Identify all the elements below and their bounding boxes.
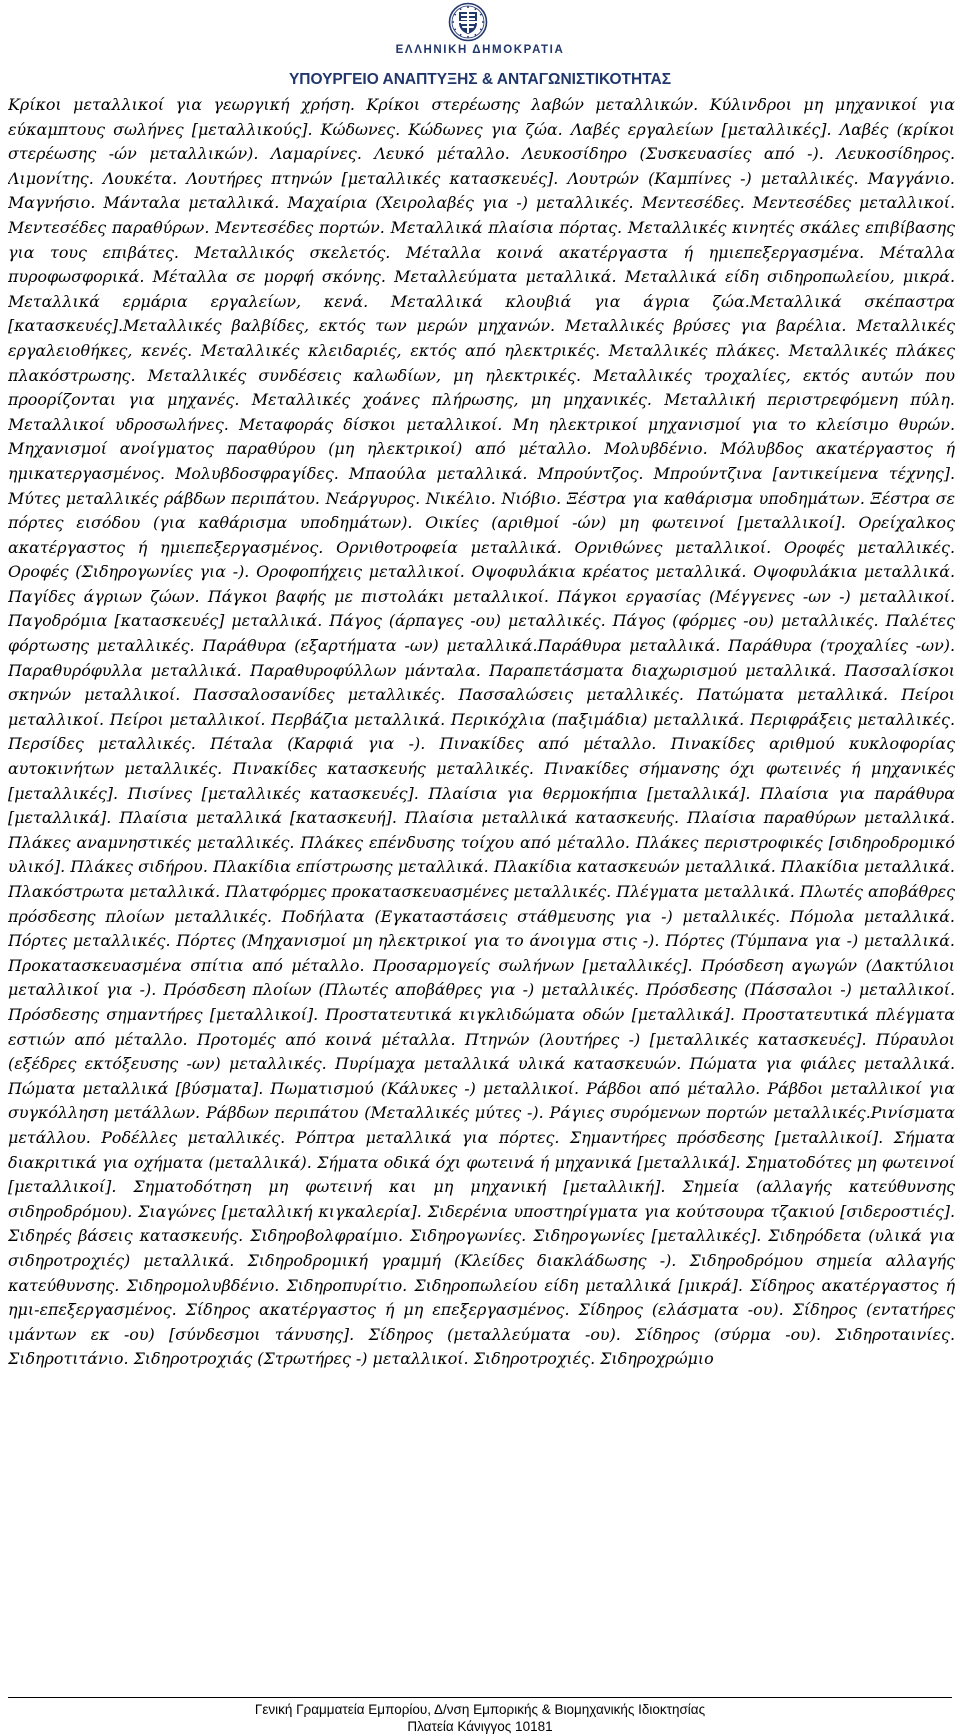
hellenic-republic-emblem-icon (448, 2, 488, 42)
footer-department: Γενική Γραμματεία Εμπορίου, Δ/νση Εμπορικής & Βιομηχανικής Ιδιοκτησίας (254, 1702, 706, 1717)
body-paragraph: Κρίκοι μεταλλικοί για γεωργική χρήση. Κρίκοι στερέωσης λαβών μεταλλικών. Κύλινδροι μη μηχανικοί για εύκαμπτους σωλήνες [μεταλλικούς]. Κώδωνες. Κώδωνες για ζώα. Λαβές εργαλείων [μεταλλικές]. Λαβές (κρίκοι στερέωσης -ών μεταλλικών). Λαμαρίνες. Λευκό μέταλλο. Λευκοσίδηρο (Συσκευασίες από -). Λευκοσίδηρος. Λιμονίτης. Λουκέτα. Λουτήρες πτηνών [μεταλλικές κατασκευές]. Λουτρών (Καμπίνες -) μεταλλικές. Μαγγάνιο. Μαγνήσιο. Μάνταλα μεταλλικά. Μαχαίρια (Χειρολαβές για -) μεταλλικές. Μεντεσέδες. Μεντεσέδες μεταλλικοί. Μεντεσέδες παραθύρων. Μεντεσέδες πορτών. Μεταλλικά πλαίσια πόρτας. Μεταλλικές κινητές σκάλες επιβίβασης για τους επιβάτες. Μεταλλικός σκελετός. Μέταλλα κοινά ακατέργαστα ή ημιεπεξεργασμένα. Μέταλλα πυροφωσφορικά. Μέταλλα σε μορφή σκόνης. Μεταλλεύματα μεταλλικά. Μεταλλικά είδη σιδηροπωλείου, μικρά. Μεταλλικά ερμάρια εργαλείων, κενά. Μεταλλικά κλουβιά για άγρια ζώα.Μεταλλικά σκέπαστρα [κατασκευές].Μεταλλικές βαλβίδες, εκτός των μερών μηχανών. Μεταλλικές βρύσες για βαρέλια. Μεταλλικές εργαλειοθήκες, κενές. Μεταλλικές κλειδαριές, εκτός από ηλεκτρικές. Μεταλλικές πλάκες. Μεταλλικές πλάκες πλακόστρωσης. Μεταλλικές συνδέσεις καλωδίων, μη ηλεκτρικές. Μεταλλικές τροχαλίες, εκτός αυτών που προορίζονται για μηχανές. Μεταλλικές χοάνες πλήρωσης, μη μηχανικές. Μεταλλική περιστρεφόμενη πύλη. Μεταλλικοί υδροσωλήνες. Μεταφοράς δίσκοι μεταλλικοί. Μη ηλεκτρικοί μηχανισμοί για το κλείσιμο θυρών. Μηχανισμοί ανοίγματος παραθύρου (μη ηλεκτρικοί) από μέταλλο. Μολυβδένιο. Μόλυβδος ακατέργαστος ή ημικατεργασμένος. Μολυβδοσφραγίδες. Μπαούλα μεταλλικά. Μπρούντζος. Μπρούντζινα [αντικείμενα τέχνης]. Μύτες μεταλλικές ράβδων περιπάτου. Νεάργυρος. Νικέλιο. Νιόβιο. Ξέστρα για καθάρισμα υποδημάτων. Ξέστρα σε πόρτες εισόδου (για καθάρισμα υποδημάτων). Οικίες (αριθμοί -ών) μη φωτεινοί [μεταλλικοί]. Ορείχαλκος ακατέργαστος ή ημιεπεξεργασμένος. Ορνιθοτροφεία μεταλλικά. Ορνιθώνες μεταλλικοί. Οροφές μεταλλικές. Οροφές (Σιδηρογωνίες για -). Οροφοπήχεις μεταλλικοί. Οψοφυλάκια κρέατος μεταλλικά. Οψοφυλάκια μεταλλικά. Παγίδες άγριων ζώων. Πάγκοι βαφής με πιστολάκι μεταλλικοί. Πάγκοι εργασίας (Μέγγενες -ων -) μεταλλικοί. Παγοδρόμια [κατασκευές] μεταλλικά. Πάγος (άρπαγες -ου) μεταλλικές. Πάγος (φόρμες -ου) μεταλλικές. Παλέτες φόρτωσης μεταλλικές. Παράθυρα (εξαρτήματα -ων) μεταλλικά.Παράθυρα μεταλλικά. Παράθυρα (τροχαλίες -ων). Παραθυρόφυλλα μεταλλικά. Παραθυροφύλλων μάνταλα. Παραπετάσματα διαχωρισμού μεταλλικά. Πασσαλίσκοι σκηνών μεταλλικοί. Πασσαλοσανίδες μεταλλικές. Πασσαλώσεις μεταλλικές. Πατώματα μεταλλικά. Πείροι μεταλλικοί. Πείροι μεταλλικοί. Περβάζια μεταλλικά. Περικόχλια (παξιμάδια) μεταλλικά. Περιφράξεις μεταλλικές. Περσίδες μεταλλικές. Πέταλα (Καρφιά για -). Πινακίδες από μέταλλο. Πινακίδες αριθμού κυκλοφορίας αυτοκινήτων μεταλλικές. Πινακίδες κατασκευής μεταλλικές. Πινακίδες σήμανσης όχι φωτεινές ή μηχανικές [μεταλλικές]. Πισίνες [μεταλλικές κατασκευές]. Πλαίσια για θερμοκήπια [μεταλλικά]. Πλαίσια για παράθυρα [μεταλλικά]. Πλαίσια μεταλλικά [κατασκευή]. Πλαίσια μεταλλικά κατασκευής. Πλαίσια παραθύρων μεταλλικά. Πλάκες αναμνηστικές μεταλλικές. Πλάκες επένδυσης τοίχου από μέταλλο. Πλάκες περιστροφικές [σιδηροδρομικό υλικό]. Πλάκες σιδήρου. Πλακίδια επίστρωσης μεταλλικά. Πλακίδια κατασκευών μεταλλικά. Πλακίδια μεταλλικά. Πλακόστρωτα μεταλλικά. Πλατφόρμες προκατασκευασμένες μεταλλικές. Πλέγματα μεταλλικά. Πλωτές αποβάθρες πρόσδεσης πλοίων μεταλλικές. Ποδήλατα (Εγκαταστάσεις στάθμευσης για -) μεταλλικές. Πόμολα μεταλλικά. Πόρτες μεταλλικές. Πόρτες (Μηχανισμοί μη ηλεκτρικοί για το άνοιγμα στις -). Πόρτες (Τύμπανα για -) μεταλλικά. Προκατασκευασμένα σπίτια από μέταλλο. Προσαρμογείς σωλήνων [μεταλλικές]. Πρόσδεση αγωγών (Δακτύλιοι μεταλλικοί για -). Πρόσδεση πλοίων (Πλωτές αποβάθρες για -) μεταλλικές. Πρόσδεσης (Πάσσαλοι -) μεταλλικοί. Πρόσδεσης σημαντήρες [μεταλλικοί]. Προστατευτικά κιγκλιδώματα οδών [μεταλλικά]. Προστατευτικά πλέγματα εστιών από μέταλλο. Προτομές από κοινά μέταλλα. Πτηνών (λουτήρες -) [μεταλλικές κατασκευές]. Πύραυλοι (εξέδρες εκτόξευσης -ων) μεταλλικές. Πυρίμαχα μεταλλικά υλικά κατασκευών. Πώματα για φιάλες μεταλλικά. Πώματα μεταλλικά [βύσματα]. Πωματισμού (Κάλυκες -) μεταλλικοί. Ράβδοι από μέταλλο. Ράβδοι μεταλλικοί για συγκόλληση μετάλλων. Ράβδων περιπάτου (Μεταλλικές μύτες -). Ράγιες συρόμενων πορτών μεταλλικές.Ρινίσματα μετάλλου. Ροδέλλες μεταλλικές. Ρόπτρα μεταλλικά για πόρτες. Σημαντήρες πρόσδεσης [μεταλλικοί]. Σήματα διακριτικά για οχήματα (μεταλλικά). Σήματα οδικά όχι φωτεινά ή μηχανικά [μεταλλικά]. Σηματοδότες μη φωτεινοί [μεταλλικοί]. Σηματοδότηση μη φωτεινή και μη μηχανική [μεταλλική]. Σημεία (αλλαγής κατεύθυνσης σιδηροδρόμου). Σιαγώνες [μεταλλική κιγκαλερία]. Σιδερένια υποστηρίγματα για κούτσουρα τζακιού [σιδεροστιές]. Σιδηρές βάσεις κατασκευής. Σιδηροβολφραίμιο. Σιδηρογωνίες. Σιδηρογωνίες [μεταλλικές]. Σιδηρόδετα (υλικά για σιδηροτροχιές) μεταλλικά. Σιδηροδρομική γραμμή (Κλείδες διακλάδωσης -). Σιδηροδρόμου σημεία αλλαγής κατεύθυνσης. Σιδηρομολυβδένιο. Σιδηροπυρίτιο. Σιδηροπωλείου είδη μεταλλικά [μικρά]. Σίδηρος ακατέργαστος ή ημι-επεξεργασμένος. Σίδηρος ακατέργαστος ή μη επεξεργασμένος. Σίδηρος (ελάσματα -ου). Σίδηρος (εντατήρες ιμάντων εκ -ου) [σύνδεσμοι τάνυσης]. Σίδηρος (μεταλλεύματα -ου). Σίδηρος (σύρμα -ου). Σιδηροταινίες. Σιδηροτιτάνιο. Σιδηροτροχιάς (Στρωτήρες -) μεταλλικοί. Σιδηροτροχιές. Σιδηροχρώμιο (8, 95, 955, 1369)
footer-address: Πλατεία Κάνιγγος 10181 (407, 1719, 553, 1734)
country-name: ΕΛΛΗΝΙΚΗ ΔΗΜΟΚΡΑΤΙΑ (395, 44, 565, 56)
letterhead (0, 0, 960, 92)
footer-divider (8, 1697, 952, 1698)
ministry-name: ΥΠΟΥΡΓΕΙΟ ΑΝΑΠΤΥΞΗΣ & ΑΝΤΑΓΩΝΙΣΤΙΚΟΤΗΤΑΣ (288, 71, 672, 88)
